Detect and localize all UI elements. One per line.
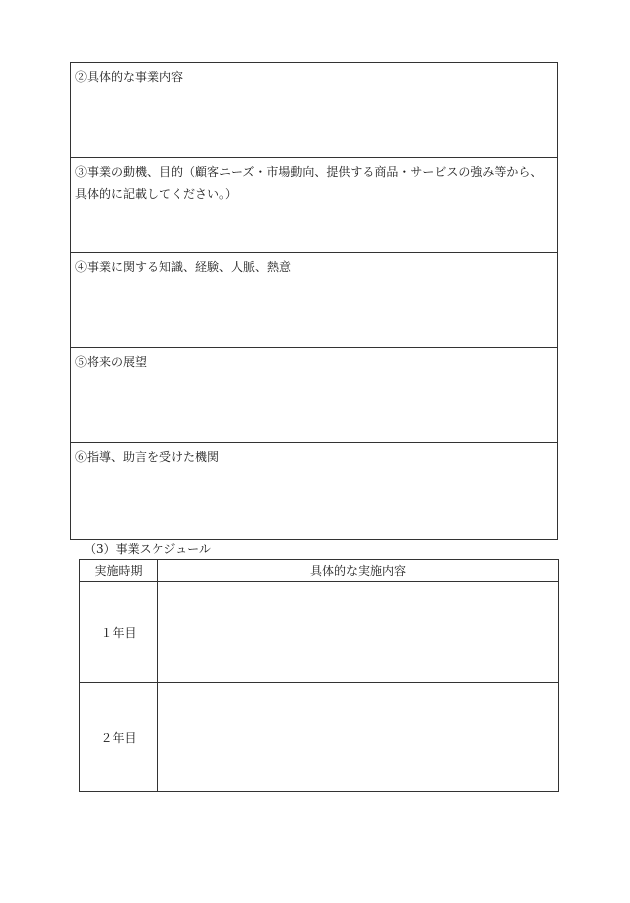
section-label: ③事業の動機、目的（顧客ニーズ・市場動向、提供する商品・サービスの強み等から、具体的に記載してください。） — [75, 165, 543, 201]
section-concrete-business[interactable] — [71, 62, 557, 157]
header-period: 実施時期 — [80, 560, 158, 582]
row-period: ２年目 — [80, 683, 158, 792]
table-row — [80, 683, 559, 792]
schedule-heading: （3）事業スケジュール — [84, 542, 211, 556]
section-future-outlook[interactable] — [71, 347, 557, 442]
section-label: ⑤将来の展望 — [75, 355, 148, 369]
row-content[interactable] — [158, 582, 559, 683]
row-period: １年目 — [80, 582, 158, 683]
section-guidance-organization[interactable] — [71, 442, 557, 540]
table-row — [80, 582, 559, 683]
business-plan-sections — [70, 62, 558, 540]
section-label: ④事業に関する知識、経験、人脈、熱意 — [75, 260, 292, 274]
section-motive-purpose[interactable] — [71, 157, 557, 252]
row-content[interactable] — [158, 683, 559, 792]
header-content: 具体的な実施内容 — [158, 560, 559, 582]
section-knowledge-experience[interactable] — [71, 252, 557, 347]
schedule-table — [79, 559, 559, 792]
section-label: ⑥指導、助言を受けた機関 — [75, 450, 220, 464]
schedule-header-row — [80, 560, 559, 582]
section-label: ②具体的な事業内容 — [75, 70, 184, 84]
